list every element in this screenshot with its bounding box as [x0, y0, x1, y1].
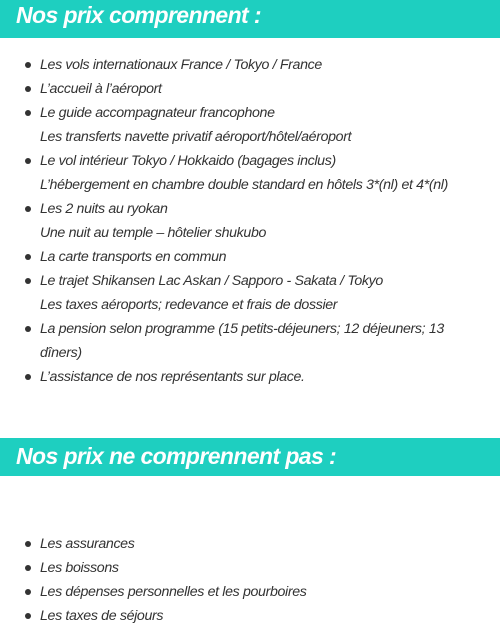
list-item — [0, 125, 500, 149]
bullet-icon — [25, 613, 31, 619]
bullet-icon — [25, 110, 31, 116]
bullet-icon — [25, 589, 31, 595]
list-item-text: Le guide accompagnateur francophone — [40, 105, 275, 121]
included-section-title: Nos prix comprennent : — [16, 2, 261, 28]
included-section-header — [0, 0, 500, 38]
list-item-text: La carte transports en commun — [40, 249, 227, 265]
list-item-text: Les taxes de séjours — [40, 608, 164, 624]
bullet-icon — [25, 62, 31, 68]
bullet-icon — [25, 374, 31, 380]
bullet-icon — [25, 206, 31, 212]
list-item — [0, 580, 500, 604]
list-item — [0, 197, 500, 221]
list-item — [0, 221, 500, 245]
list-item — [0, 556, 500, 580]
list-item-text: Les transferts navette privatif aéroport/hôtel/aéroport — [40, 129, 352, 145]
bullet-icon — [25, 565, 31, 571]
list-item-text: L’hébergement en chambre double standard en hôtels 3*(nl) et 4*(nl) — [40, 177, 448, 193]
list-item — [0, 101, 500, 125]
list-item-text: Le vol intérieur Tokyo / Hokkaido (bagages inclus) — [40, 153, 336, 169]
bullet-icon — [25, 254, 31, 260]
list-item — [0, 173, 500, 197]
list-item-text: Le trajet Shikansen Lac Askan / Sapporo - Sakata / Tokyo — [40, 273, 383, 289]
list-item-text: Une nuit au temple – hôtelier shukubo — [40, 225, 267, 241]
list-item-text: Les taxes aéroports; redevance et frais de dossier — [40, 297, 338, 313]
list-item — [0, 365, 500, 389]
bullet-icon — [25, 541, 31, 547]
list-item-text: L’assistance de nos représentants sur place. — [40, 369, 305, 385]
list-item — [0, 149, 500, 173]
list-item — [0, 53, 500, 77]
list-item-text: La pension selon programme (15 petits-déjeuners; 12 déjeuners; 13 dîners) — [40, 321, 444, 361]
list-item — [0, 269, 500, 293]
list-item-text: Les vols internationaux France / Tokyo / France — [40, 57, 322, 73]
list-item — [0, 245, 500, 269]
excluded-section-header — [0, 438, 500, 476]
list-item-text: L’accueil à l’aéroport — [40, 81, 162, 97]
list-item — [0, 317, 500, 365]
list-item — [0, 604, 500, 628]
list-item — [0, 293, 500, 317]
list-item — [0, 77, 500, 101]
list-item-text: Les assurances — [40, 536, 135, 552]
list-item-text: Les dépenses personnelles et les pourboires — [40, 584, 307, 600]
excluded-section-title: Nos prix ne comprennent pas : — [16, 443, 336, 469]
bullet-icon — [25, 278, 31, 284]
bullet-icon — [25, 86, 31, 92]
excluded-list — [0, 532, 500, 628]
list-item-text: Les boissons — [40, 560, 119, 576]
list-item — [0, 532, 500, 556]
bullet-icon — [25, 326, 31, 332]
bullet-icon — [25, 158, 31, 164]
list-item-text: Les 2 nuits au ryokan — [40, 201, 168, 217]
included-list — [0, 53, 500, 389]
